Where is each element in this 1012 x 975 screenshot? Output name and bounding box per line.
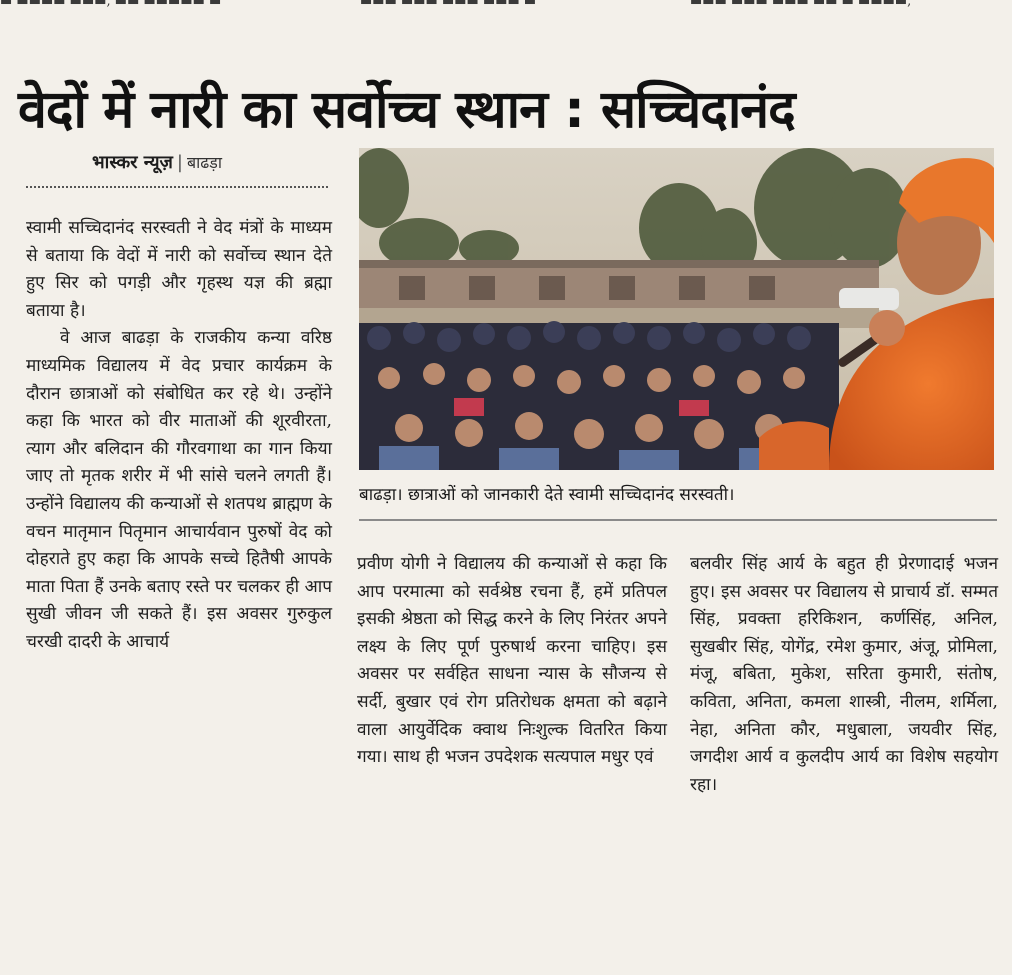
article-column-1 [26,215,332,657]
byline [92,150,222,174]
byline-separator: | [176,152,183,173]
article-column-2 [357,551,667,772]
byline-place: बाढड़ा [186,153,222,172]
photo-illustration [359,148,994,470]
photo-caption: बाढड़ा। छात्राओं को जानकारी देते स्वामी सच्चिदानंद सरस्वती। [359,485,735,505]
caption-divider [359,519,997,521]
headline: वेदों में नारी का सर्वोच्च स्थान : सच्चिदानंद [18,79,795,140]
article-column-3 [690,551,998,799]
paragraph-1: स्वामी सच्चिदानंद सरस्वती ने वेद मंत्रों के माध्यम से बताया कि वेदों में नारी को सर्वोच्च स्थान देते हुए सिर को पगड़ी और गृहस्थ यज्ञ की ब्रह्मा बताया है। [26,218,332,321]
byline-source: भास्कर न्यूज़ [92,152,173,173]
previous-article-cutoff-text: ▬ ▬▬▬▬ ▬▬▬, ▬▬ ▬▬▬▬▬ ▬ ▬▬▬ ▬▬▬ ▬▬▬ ▬▬▬ ▬ ▬▬▬ ▬▬▬ ▬▬▬ ▬▬ ▬ ▬▬▬▬, [0,0,912,9]
paragraph-2: वे आज बाढड़ा के राजकीय कन्या वरिष्ठ माध्यमिक विद्यालय में वेद प्रचार कार्यक्रम के दौरान छात्राओं को संबोधित कर रहे थे। उन्होंने कहा कि भारत को वीर माताओं की शूरवीरता, त्याग और बलिदान की गौरवगाथा का गान किया जाए तो मृतक शरीर में भी सांसे चलने लगती हैं। उन्होंने विद्यालय की कन्याओं से शतपथ ब्राह्मण के वचन मातृमान पितृमान आचार्यवान पुरुषों वेद को दोहराते हुए कहा कि आपके सच्चे हितैषी आपके माता पिता हैं उनके बताए रस्ते पर चलकर ही आप सुखी जीवन जी सकते हैं। इस अवसर गुरुकुल चरखी दादरी के आचार्य [26,328,332,652]
column-2-text: प्रवीण योगी ने विद्यालय की कन्याओं से कहा कि आप परमात्मा को सर्वश्रेष्ठ रचना हैं, हमें प्रतिपल इसकी श्रेष्ठता को सिद्ध करने के लिए निरंतर अपने लक्ष्य के लिए पूर्ण पुरुषार्थ करना चाहिए। इस अवसर पर सर्वहित साधना न्यास के सौजन्य से सर्दी, बुखार एवं रोग प्रतिरोधक क्षमता को बढ़ाने वाला आयुर्वेदिक क्वाथ निःशुल्क वितरित किया गया। साथ ही भजन उपदेशक सत्यपाल मधुर एवं [357,554,667,768]
byline-divider [26,186,328,188]
news-photo [359,148,994,470]
column-3-text: बलवीर सिंह आर्य के बहुत ही प्रेरणादाई भजन हुए। इस अवसर पर विद्यालय से प्राचार्य डॉ. सम्मत सिंह, प्रवक्ता हरिकिशन, कर्णसिंह, अनिल, सुखबीर सिंह, योगेंद्र, रमेश कुमार, अंजू, प्रोमिला, मंजू, बबिता, मुकेश, सरिता कुमारी, संतोष, कविता, अनिता, कमला शास्त्री, नीलम, शर्मिला, नेहा, अनिता कौर, मधुबाला, जयवीर सिंह, जगदीश आर्य व कुलदीप आर्य का विशेष सहयोग रहा। [690,554,998,795]
